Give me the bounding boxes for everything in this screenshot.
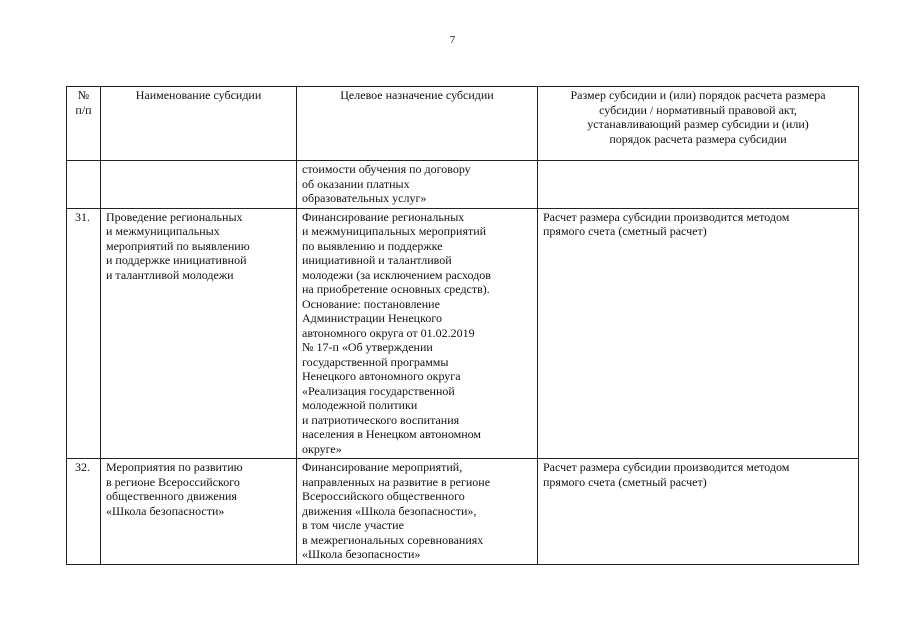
- page-number: 7: [449, 34, 456, 46]
- row-subsidy-size: Расчет размера субсидии производится методом прямого счета (сметный расчет): [538, 459, 859, 565]
- row-subsidy-size: Расчет размера субсидии производится методом прямого счета (сметный расчет): [538, 208, 859, 459]
- row-subsidy-purpose: Финансирование мероприятий, направленных на развитие в регионе Всероссийского общественного движения «Школа безопасности», в том числе участие в межрегиональных соревнованиях «Школа безопасности»: [297, 459, 538, 565]
- table-header-row: [67, 87, 859, 161]
- subsidy-table: [66, 86, 859, 565]
- header-subsidy-size: Размер субсидии и (или) порядок расчета размера субсидии / нормативный правовой акт, устанавливающий размер субсидии и (или) порядок расчета размера субсидии: [538, 87, 859, 161]
- table-row: [67, 161, 859, 209]
- row-subsidy-name: [101, 161, 297, 209]
- row-subsidy-purpose: Финансирование региональных и межмуниципальных мероприятий по выявлению и поддержке инициативной и талантливой молодежи (за исключением расходов на приобретение основных средств). Основание: постановление Администрации Ненецкого автономного округа от 01.02.2019 № 17-п «Об утверждении государственной программы Ненецкого автономного округа «Реализация государственной молодежной политики и патриотического воспитания населения в Ненецком автономном округе»: [297, 208, 538, 459]
- row-subsidy-name: Мероприятия по развитию в регионе Всероссийского общественного движения «Школа безопасности»: [101, 459, 297, 565]
- header-number: № п/п: [67, 87, 101, 161]
- row-subsidy-size: [538, 161, 859, 209]
- table-row: [67, 459, 859, 565]
- header-subsidy-purpose: Целевое назначение субсидии: [297, 87, 538, 161]
- row-number: [67, 161, 101, 209]
- row-number: 32.: [67, 459, 101, 565]
- row-number: 31.: [67, 208, 101, 459]
- row-subsidy-purpose: стоимости обучения по договору об оказании платных образовательных услуг»: [297, 161, 538, 209]
- row-subsidy-name: Проведение региональных и межмуниципальных мероприятий по выявлению и поддержке инициативной и талантливой молодежи: [101, 208, 297, 459]
- header-subsidy-name: Наименование субсидии: [101, 87, 297, 161]
- table-row: [67, 208, 859, 459]
